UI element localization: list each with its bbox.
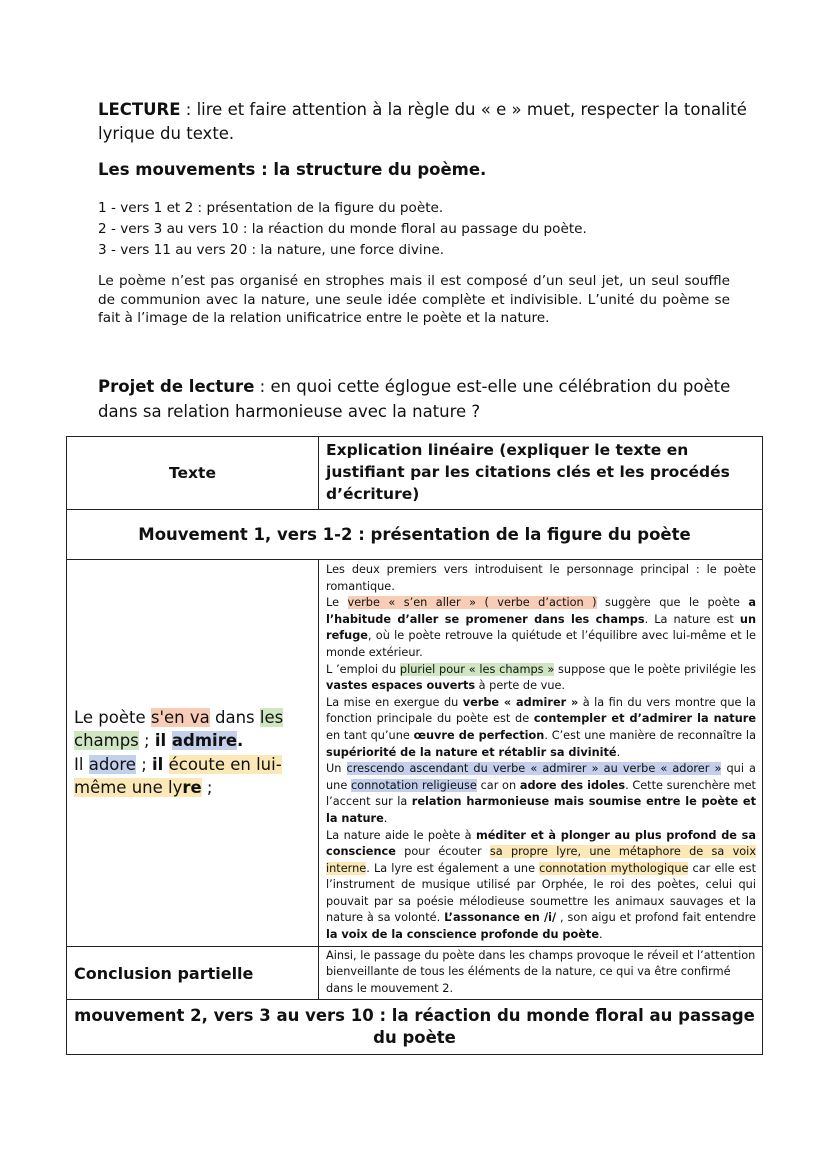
mouvement-item: 1 - vers 1 et 2 : présentation de la figure du poète.	[98, 200, 444, 216]
mouvement-item: 3 - vers 11 au vers 20 : la nature, une force divine.	[98, 242, 445, 258]
verse-row	[67, 560, 763, 947]
mouvements-list	[98, 198, 587, 261]
verse-fragment: Il	[74, 754, 89, 774]
verse-text	[67, 560, 319, 947]
verse-highlight-orange: s'en va	[150, 707, 210, 727]
movement-1-row	[67, 510, 763, 560]
verse-fragment	[163, 755, 168, 774]
verse-highlight-green: les champs	[74, 707, 284, 751]
lecture-text: : lire et faire attention à la règle du « e » muet, respecter la tonalité lyrique du texte.	[98, 100, 747, 143]
structure-paragraph: Le poème n’est pas organisé en strophes mais il est composé d’un seul jet, un seul souffle de communion avec la nature, une seule idée complète et indivisible. L’unité du poème se fait à l’image de la relation unificatrice entre le poète et la nature.	[98, 273, 730, 326]
explication-paragraph: Le verbe « s’en aller » ( verbe d’action ) suggère que le poète a l’habitude d’aller se promener dans les champs. La nature est un refuge, où le poète retrouve la quiétude et l’équilibre avec lui-même et le monde extérieur.	[326, 596, 757, 659]
verse-highlight-yellow: re	[182, 778, 202, 798]
lecture-label: LECTURE	[98, 100, 181, 119]
projet-de-lecture	[98, 374, 758, 424]
movement-2-row	[67, 1000, 763, 1055]
header-texte: Texte	[67, 437, 319, 510]
verse-fragment: Le poète	[74, 707, 151, 727]
verse-fragment: dans	[209, 707, 260, 727]
table-header-row	[67, 437, 763, 510]
conclusion-text: Ainsi, le passage du poète dans les champs provoque le réveil et l’attention bienveillante de tous les éléments de la nature, ce qui va être confirmé dans le mouvement 2.	[319, 946, 763, 1000]
lecture-instruction	[98, 98, 748, 146]
analysis-table	[66, 436, 763, 1055]
mouvement-item: 2 - vers 3 au vers 10 : la réaction du monde floral au passage du poète.	[98, 221, 587, 237]
verse-fragment: ;	[135, 754, 153, 774]
verse-fragment: ;	[138, 731, 155, 751]
verse-bold: il	[152, 754, 164, 774]
conclusion-row	[67, 946, 763, 1000]
verse-highlight-blue: adore	[88, 754, 136, 774]
projet-label: Projet de lecture	[98, 377, 255, 396]
explication-paragraph: Un crescendo ascendant du verbe « admirer » au verbe « adorer » qui a une connotation religieuse car on adore des idoles. Cette surenchère met l’accent sur la relation harmonieuse mais soumise entre le poète et la nature.	[326, 762, 756, 825]
movement-1-title: Mouvement 1, vers 1-2 : présentation de la figure du poète	[67, 510, 763, 560]
explication-paragraph: La nature aide le poète à méditer et à plonger au plus profond de sa conscience pour écouter sa propre lyre, une métaphore de sa voix interne. La lyre est également a une connotation mythologique car elle est l’instrument de musique utilisé par Orphée, le roi des poètes, celui qui pouvait par sa poésie mélodieuse soumettre les animaux sauvages et la nature à sa volonté. L’assonance en /i/ , son aigu et profond fait entendre la voix de la conscience profonde du poète.	[326, 828, 757, 942]
explication-cell	[319, 560, 763, 947]
projet-text: : en quoi cette églogue est-elle une célébration du poète dans sa relation harmonieuse avec la nature ?	[98, 377, 731, 421]
verse-highlight-yellow: écoute en lui-même une ly	[74, 754, 282, 798]
explication-paragraph: Les deux premiers vers introduisent le personnage principal : le poète romantique.	[326, 563, 756, 593]
conclusion-label: Conclusion partielle	[67, 946, 319, 1000]
verse-bold: il	[154, 731, 172, 751]
header-explication: Explication linéaire (expliquer le texte en justifiant par les citations clés et les procédés d’écriture)	[319, 437, 763, 510]
verse-fragment: ;	[201, 778, 213, 798]
movement-2-title: mouvement 2, vers 3 au vers 10 : la réaction du monde floral au passage du poète	[67, 1000, 763, 1055]
verse-highlight-blue: admire	[171, 731, 238, 751]
explication-paragraph: L ’emploi du pluriel pour « les champs » suppose que le poète privilégie les vastes espaces ouverts à perte de vue.	[326, 662, 756, 693]
mouvements-heading: Les mouvements : la structure du poème.	[98, 160, 487, 179]
explication-paragraph: La mise en exergue du verbe « admirer » à la fin du vers montre que la fonction principale du poète est de contempler et d’admirer la nature en tant qu’une œuvre de perfection. C’est une manière de reconnaître la supériorité de la nature et rétablir sa divinité.	[326, 695, 756, 759]
verse-bold: .	[237, 731, 244, 751]
